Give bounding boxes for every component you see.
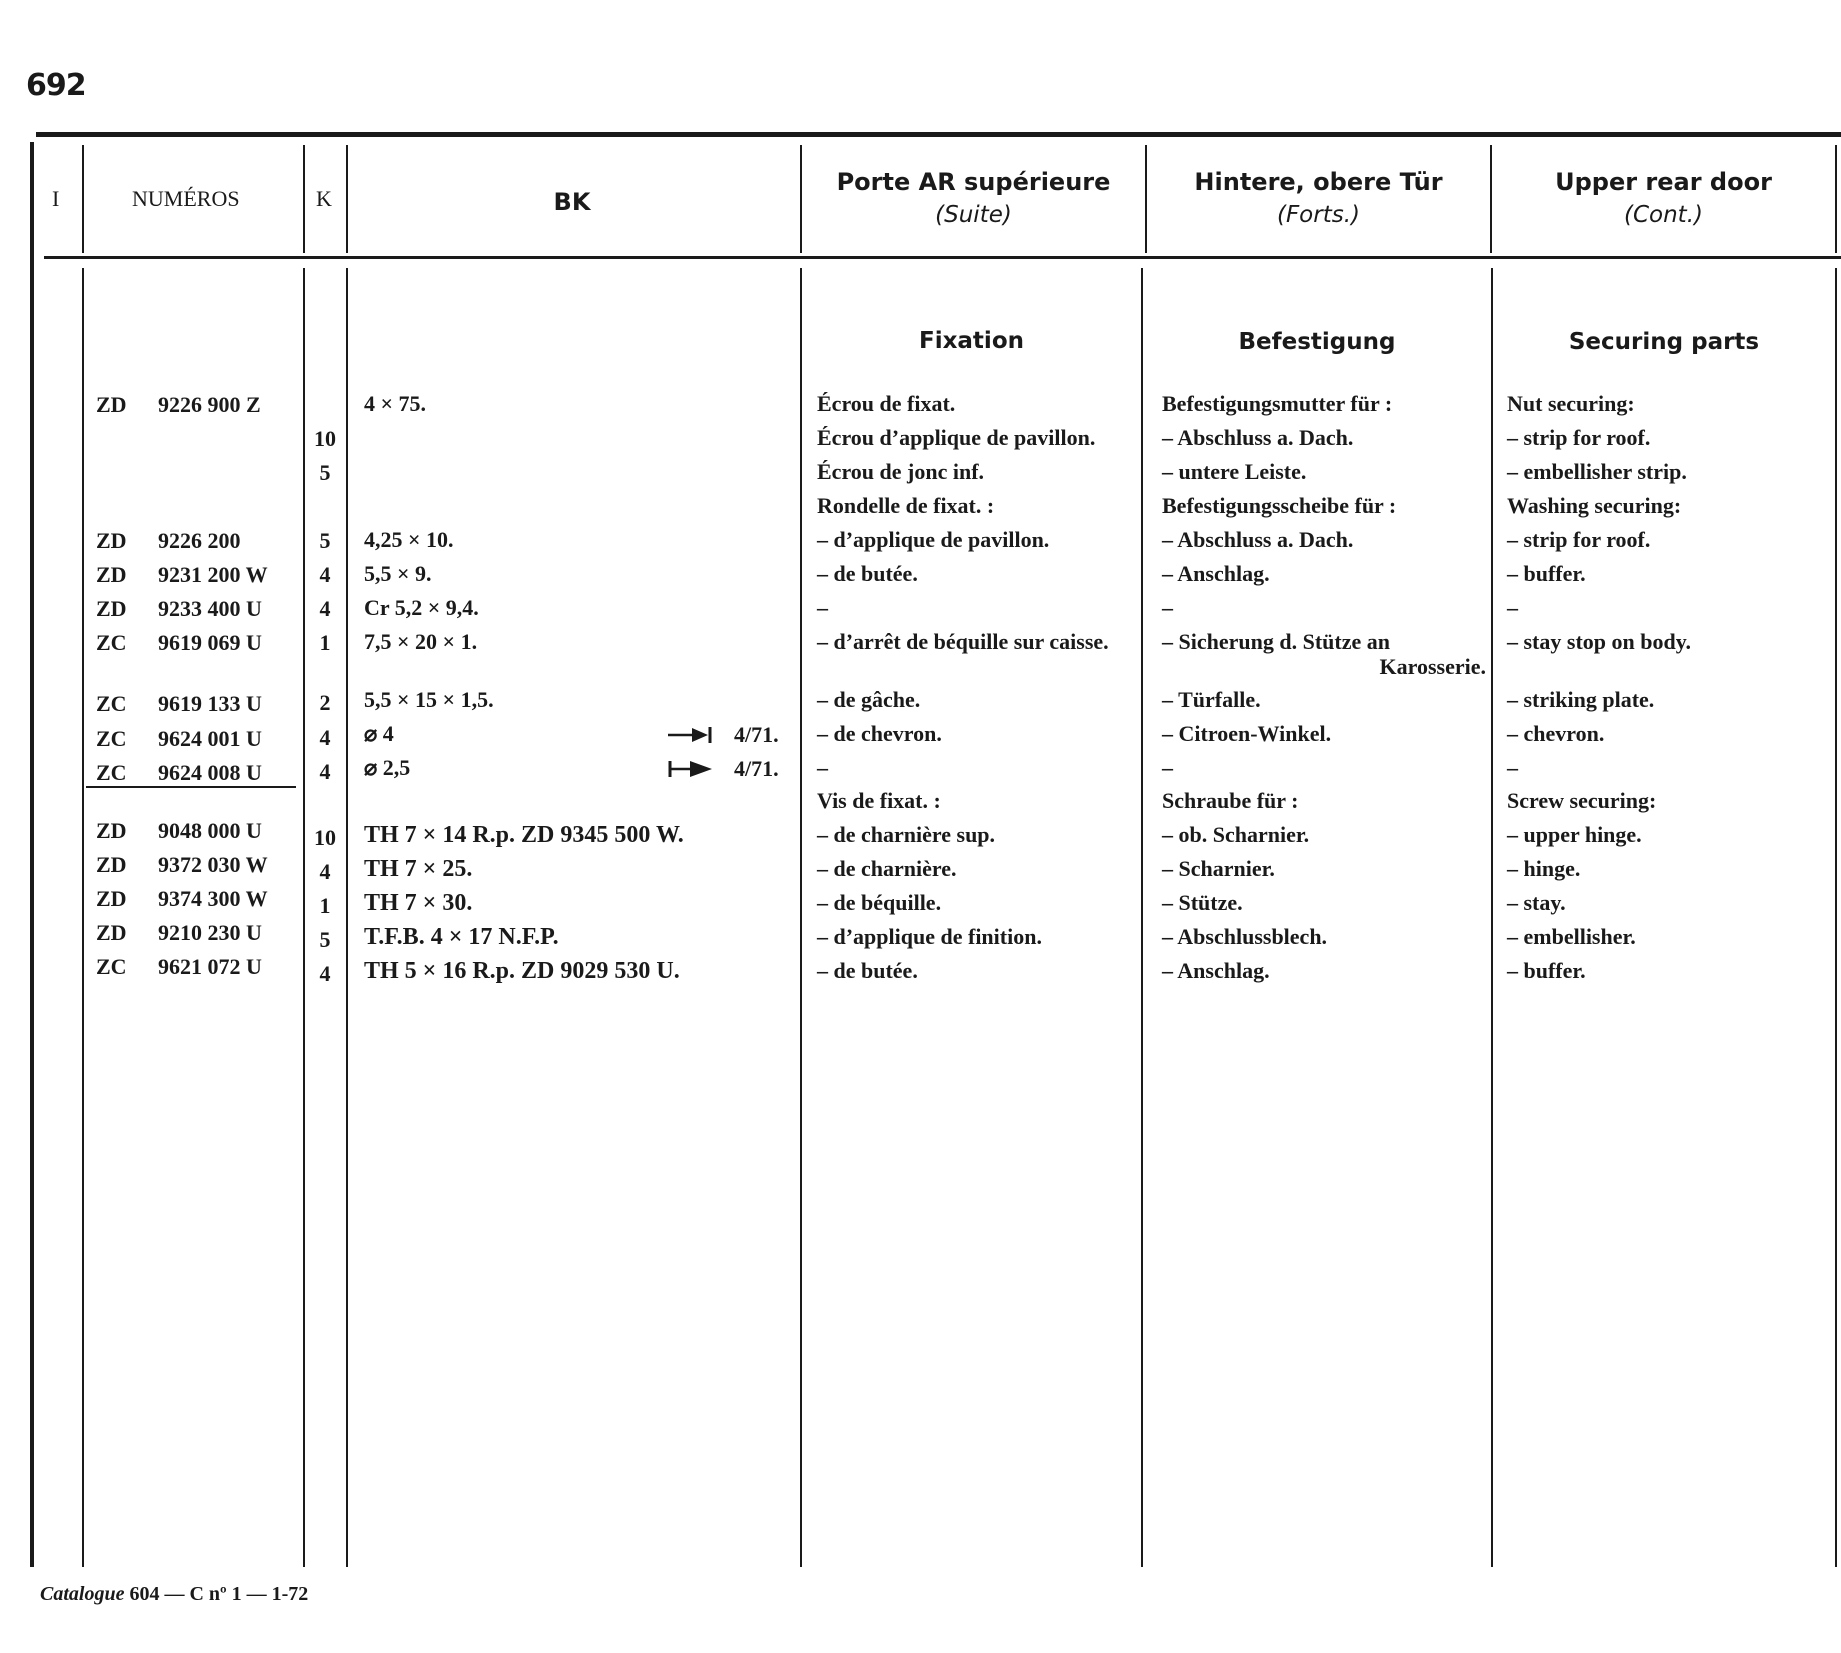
row-prefix: ZC — [96, 691, 127, 716]
row-prefix: ZC — [96, 630, 127, 655]
row-fr: Écrou de fixat. — [817, 391, 956, 416]
row-en: – stay. — [1507, 890, 1566, 915]
col-divider — [1491, 268, 1493, 1567]
col-divider — [303, 145, 305, 253]
row-prefix: ZD — [96, 886, 127, 911]
row-fr: Écrou de jonc inf. — [817, 459, 985, 484]
row-en: Washing securing: — [1507, 493, 1682, 518]
row-number: 9233 400 U — [158, 596, 262, 621]
row-de: – Abschluss a. Dach. — [1162, 527, 1354, 552]
header-fr-title: Porte AR supérieure — [836, 168, 1111, 196]
row-qty: 5 — [319, 528, 331, 553]
row-en: – chevron. — [1507, 721, 1605, 746]
row-de: – Sicherung d. Stütze an — [1162, 629, 1390, 654]
row-en: – stay stop on body. — [1507, 629, 1692, 654]
header-de-title: Hintere, obere Tür — [1194, 168, 1443, 196]
row-en: – embellisher. — [1507, 924, 1636, 949]
row-bk: 5,5 × 15 × 1,5. — [364, 687, 494, 712]
row-number: 9624 001 U — [158, 726, 262, 751]
catalogue-footer — [40, 1583, 308, 1606]
col-divider — [82, 268, 84, 1567]
row-de: – Anschlag. — [1162, 561, 1270, 586]
row-qty: 4 — [319, 759, 331, 784]
row-en: – buffer. — [1507, 561, 1586, 586]
row-en: – upper hinge. — [1507, 822, 1642, 847]
row-fr: – de béquille. — [817, 890, 942, 915]
col-divider — [346, 145, 348, 253]
col-divider — [1145, 145, 1147, 253]
row-en: – strip for roof. — [1507, 527, 1651, 552]
row-prefix: ZC — [96, 726, 127, 751]
row-fr: Rondelle de fixat. : — [817, 493, 995, 518]
row-en: – striking plate. — [1507, 687, 1655, 712]
col-divider — [800, 145, 802, 253]
header-rule — [44, 256, 1841, 259]
row-en: Screw securing: — [1507, 788, 1657, 813]
row-fr: – de chevron. — [817, 721, 942, 746]
col-divider — [1141, 268, 1143, 1567]
row-bk: 4 × 75. — [364, 391, 427, 416]
left-border — [30, 142, 34, 1567]
header-qty: K — [316, 186, 332, 211]
row-number: 9619 133 U — [158, 691, 262, 716]
start-arrow-icon — [668, 760, 716, 778]
row-number: 9621 072 U — [158, 954, 262, 979]
row-bk: TH 5 × 16 R.p. ZD 9029 530 U. — [364, 958, 680, 984]
row-number: 9619 069 U — [158, 630, 262, 655]
row-bk: TH 7 × 25. — [364, 856, 473, 882]
row-de: – Abschlussblech. — [1162, 924, 1328, 949]
row-qty: 4 — [319, 725, 331, 750]
footer-catalogue-ref: 604 — C nº 1 — 1-72 — [129, 1583, 309, 1605]
row-prefix: ZC — [96, 954, 127, 979]
row-prefix: ZD — [96, 920, 127, 945]
row-prefix: ZD — [96, 392, 127, 417]
row-qty: 10 — [314, 426, 336, 451]
row-number: 9226 200 — [158, 528, 241, 553]
row-prefix: ZC — [96, 760, 127, 785]
col-divider — [303, 268, 305, 1567]
row-de: Schraube für : — [1162, 788, 1299, 813]
row-de: Befestigungsscheibe für : — [1162, 493, 1397, 518]
col-divider — [1835, 145, 1837, 253]
row-en: Nut securing: — [1507, 391, 1635, 416]
header-de-sub: (Forts.) — [1276, 202, 1360, 228]
row-de: – Stütze. — [1162, 890, 1243, 915]
header-bk: BK — [553, 188, 591, 216]
row-fr: – de charnière sup. — [817, 822, 996, 847]
header-en-sub: (Cont.) — [1624, 202, 1703, 228]
row-de: – — [1162, 755, 1173, 780]
row-fr: Écrou d’applique de pavillon. — [817, 425, 1096, 450]
row-bk: 7,5 × 20 × 1. — [364, 629, 478, 654]
row-qty: 4 — [319, 596, 331, 621]
col-divider — [800, 268, 802, 1567]
row-number: 9624 008 U — [158, 760, 262, 785]
row-fr: – — [817, 595, 828, 620]
row-bk: Cr 5,2 × 9,4. — [364, 595, 479, 620]
header-fr-sub: (Suite) — [935, 202, 1012, 228]
row-en: – — [1507, 595, 1518, 620]
section-title-de: Befestigung — [1238, 329, 1396, 355]
page-number: 692 — [26, 68, 86, 103]
col-divider — [82, 145, 84, 253]
row-en: – — [1507, 755, 1518, 780]
row-de: – untere Leiste. — [1162, 459, 1307, 484]
row-de: – Anschlag. — [1162, 958, 1270, 983]
end-arrow-icon — [668, 726, 716, 744]
row-number: 9226 900 Z — [158, 392, 261, 417]
row-number: 9374 300 W — [158, 886, 268, 911]
col-divider — [1835, 268, 1837, 1567]
row-qty: 4 — [319, 859, 331, 884]
row-fr: – d’applique de pavillon. — [817, 527, 1050, 552]
row-bk: ⌀ 2,5 — [364, 755, 411, 780]
col-divider — [346, 268, 348, 1567]
row-date: 4/71. — [734, 756, 779, 781]
row-prefix: ZD — [96, 818, 127, 843]
row-qty: 5 — [319, 460, 331, 485]
row-bk: T.F.B. 4 × 17 N.F.P. — [364, 924, 559, 950]
row-bk: TH 7 × 30. — [364, 890, 473, 916]
group-separator — [86, 786, 296, 788]
row-de: – — [1162, 595, 1173, 620]
row-fr: Vis de fixat. : — [817, 788, 941, 813]
col-divider — [1490, 145, 1492, 253]
row-de: – Abschluss a. Dach. — [1162, 425, 1354, 450]
row-fr: – d’applique de finition. — [817, 924, 1042, 949]
row-qty: 1 — [319, 893, 331, 918]
row-prefix: ZD — [96, 528, 127, 553]
row-de: Befestigungsmutter für : — [1162, 391, 1393, 416]
row-number: 9210 230 U — [158, 920, 262, 945]
row-qty: 5 — [319, 927, 331, 952]
row-fr: – de charnière. — [817, 856, 957, 881]
row-prefix: ZD — [96, 852, 127, 877]
row-date: 4/71. — [734, 722, 779, 747]
row-qty: 2 — [319, 690, 331, 715]
row-qty: 4 — [319, 961, 331, 986]
section-title-en: Securing parts — [1568, 329, 1760, 355]
row-en: – embellisher strip. — [1507, 459, 1687, 484]
top-rule — [36, 132, 1841, 137]
row-de: – ob. Scharnier. — [1162, 822, 1310, 847]
row-bk: 4,25 × 10. — [364, 527, 454, 552]
row-number: 9048 000 U — [158, 818, 262, 843]
row-number: 9372 030 W — [158, 852, 268, 877]
row-en: – hinge. — [1507, 856, 1581, 881]
row-en: – strip for roof. — [1507, 425, 1651, 450]
row-de: – Scharnier. — [1162, 856, 1275, 881]
section-title-fr: Fixation — [918, 328, 1024, 354]
row-en: – buffer. — [1507, 958, 1586, 983]
row-qty: 4 — [319, 562, 331, 587]
row-fr: – de butée. — [817, 561, 918, 586]
row-prefix: ZD — [96, 562, 127, 587]
row-fr: – d’arrêt de béquille sur caisse. — [817, 629, 1109, 654]
row-bk: ⌀ 4 — [364, 721, 394, 746]
row-de-continued: Karosserie. — [1379, 654, 1486, 679]
footer-catalogue-label: Catalogue — [40, 1583, 125, 1605]
row-fr: – de butée. — [817, 958, 918, 983]
header-numbers: NUMÉROS — [132, 186, 240, 211]
header-index: I — [52, 186, 60, 211]
row-bk: 5,5 × 9. — [364, 561, 432, 586]
row-prefix: ZD — [96, 596, 127, 621]
row-de: – Türfalle. — [1162, 687, 1261, 712]
header-en-title: Upper rear door — [1555, 168, 1772, 196]
row-qty: 10 — [314, 825, 336, 850]
row-fr: – de gâche. — [817, 687, 921, 712]
row-fr: – — [817, 755, 828, 780]
row-de: – Citroen-Winkel. — [1162, 721, 1332, 746]
row-bk: TH 7 × 14 R.p. ZD 9345 500 W. — [364, 822, 684, 848]
row-number: 9231 200 W — [158, 562, 268, 587]
row-qty: 1 — [319, 630, 331, 655]
